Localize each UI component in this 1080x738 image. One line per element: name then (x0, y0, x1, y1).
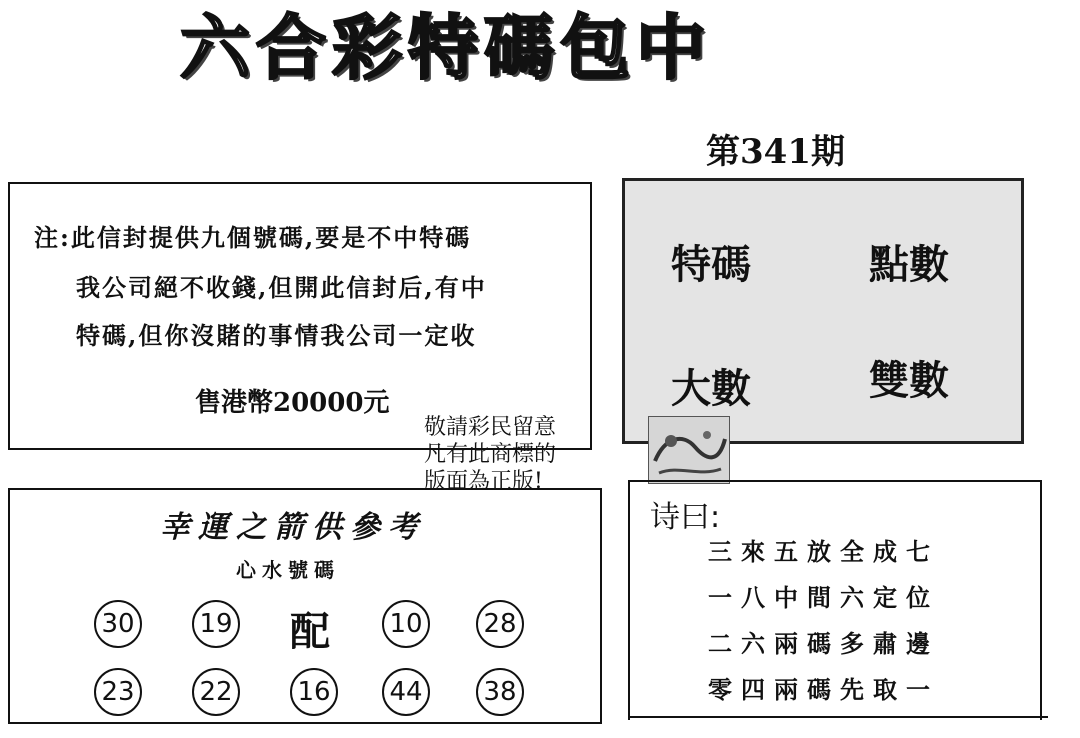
category-points: 點數 (869, 242, 949, 288)
lucky-numbers-box (8, 488, 602, 724)
lucky-subtitle: 心水號碼 (236, 558, 340, 582)
poem-line: 三來五放全成七 (708, 537, 939, 566)
number-ball: 30 (94, 600, 142, 648)
trademark-notice (424, 414, 634, 495)
number-ball: 38 (476, 668, 524, 716)
lucky-title: 幸運之箭供參考 (160, 510, 426, 545)
notice-line: 注:此信封提供九個號碼,要是不中特碼 (34, 223, 472, 252)
number-ball: 28 (476, 600, 524, 648)
pair-label: 配 (290, 608, 330, 655)
dragon-logo-icon (648, 416, 730, 484)
number-ball: 10 (382, 600, 430, 648)
poem-bottom-rule (628, 716, 1048, 718)
number-ball: 19 (192, 600, 240, 648)
number-ball: 22 (192, 668, 240, 716)
category-even: 雙數 (869, 358, 949, 404)
notice-line: 特碼,但你沒賭的事情我公司一定收 (76, 321, 477, 350)
issue-number: 第341期 (706, 132, 845, 172)
poem-box (628, 480, 1042, 720)
trademark-line: 版面為正版! (424, 469, 543, 494)
category-special: 特碼 (671, 242, 751, 288)
number-ball: 44 (382, 668, 430, 716)
notice-box (8, 182, 592, 450)
dragon-logo-graphic (649, 417, 729, 483)
number-ball: 23 (94, 668, 142, 716)
trademark-line: 凡有此商標的 (424, 442, 557, 467)
number-ball: 16 (290, 668, 338, 716)
poem-line: 零四兩碼先取一 (708, 675, 939, 704)
notice-line: 我公司絕不收錢,但開此信封后,有中 (76, 273, 487, 302)
category-panel (622, 178, 1024, 444)
trademark-line: 敬請彩民留意 (424, 415, 557, 440)
price-text: 售港幣20000元 (195, 388, 390, 418)
poem-heading: 诗曰: (650, 500, 721, 535)
poem-line: 一八中間六定位 (708, 583, 939, 612)
page-title: 六合彩特碼包中 (180, 7, 712, 89)
category-big: 大數 (671, 366, 751, 412)
poem-line: 二六兩碼多肅邊 (708, 629, 939, 658)
